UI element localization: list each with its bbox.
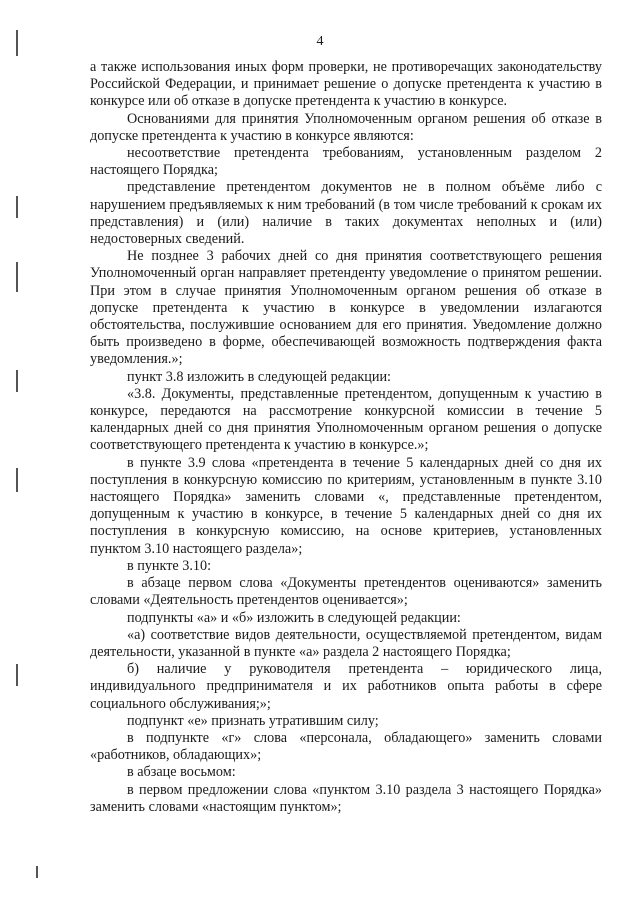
page-number: 4 [316, 34, 324, 49]
paragraph: Основаниями для принятия Уполномоченным органом решения об отказе в допуске претендента к участию в конкурсе являются: [90, 110, 602, 144]
paragraph: пункт 3.8 изложить в следующей редакции: [127, 368, 391, 385]
paragraph: в подпункте «г» слова «персонала, обладающего» заменить словами «работников, обладающих»; [90, 729, 602, 764]
scan-mark [16, 468, 18, 492]
paragraph: подпункт «е» признать утратившим силу; [127, 712, 379, 729]
paragraph: в первом предложении слова «пунктом 3.10 раздела 3 настоящего Порядка» заменить словами «настоящим пунктом»; [90, 781, 602, 815]
paragraph: несоответствие претендента требованиям, установленным разделом 2 настоящего Порядка; [90, 145, 602, 179]
scan-mark [16, 196, 18, 218]
paragraph: Не позднее 3 рабочих дней со дня принятия соответствующего решения Уполномоченный орган направляет претенденту уведомление о принятом решении. При этом в случае принятия Уполномоченным органом решения об отказе в допуске претендента к участию в конкурсе в уведомлении излагаются обстоятельства, послужившие основанием для его принятия. Уведомление должно быть произведено в форме, обеспечивающей возможность подтверждения факта уведомления.»; [90, 248, 602, 368]
scan-mark [16, 370, 18, 392]
paragraph: б) наличие у руководителя претендента – юридического лица, индивидуального предпринимателя и их работников опыта работы в сфере социального обслуживания;»; [90, 661, 602, 712]
paragraph: а также использования иных форм проверки, не противоречащих законодательству Российской Федерации, и принимает решение о допуске претендента к участию в конкурсе или об отказе в допуске претендента к участию в конкурсе. [90, 59, 602, 110]
scan-mark [36, 866, 38, 878]
paragraph: в абзаце восьмом: [127, 764, 236, 781]
paragraph: в пункте 3.9 слова «претендента в течение 5 календарных дней со дня их поступления в конкурсную комиссию по критериям, установленным в пункте 3.10 настоящего Порядка» заменить словами «, представленные претендентом, допущенным к участию в конкурсе, в течение 5 календарных дней со дня их поступления в конкурсную комиссию, на основе критериев, установленных пунктом 3.10 настоящего раздела»; [90, 454, 602, 557]
paragraph: подпункты «а» и «б» изложить в следующей редакции: [127, 609, 461, 626]
paragraph: «а) соответствие видов деятельности, осуществляемой претендентом, видам деятельности, указанной в пункте «а» раздела 2 настоящего Порядка; [90, 626, 602, 660]
scan-mark [16, 262, 18, 292]
paragraph: в абзаце первом слова «Документы претендентов оцениваются» заменить словами «Деятельность претендентов оценивается»; [90, 575, 602, 609]
paragraph: в пункте 3.10: [127, 557, 212, 574]
paragraph: представление претендентом документов не в полном объёме либо с нарушением предъявляемых к ним требований (в том числе требований к срокам их представления) и (или) наличие в таких документах неполных и (или) недостоверных сведений. [90, 179, 602, 248]
scan-mark [16, 664, 18, 686]
document-body [90, 59, 602, 816]
paragraph: «3.8. Документы, представленные претендентом, допущенным к участию в конкурсе, передаются на рассмотрение конкурсной комиссии в течение 5 календарных дней со дня принятия Уполномоченным органом решения о допуске соответствующего претендента к участию в конкурсе.»; [90, 385, 602, 454]
